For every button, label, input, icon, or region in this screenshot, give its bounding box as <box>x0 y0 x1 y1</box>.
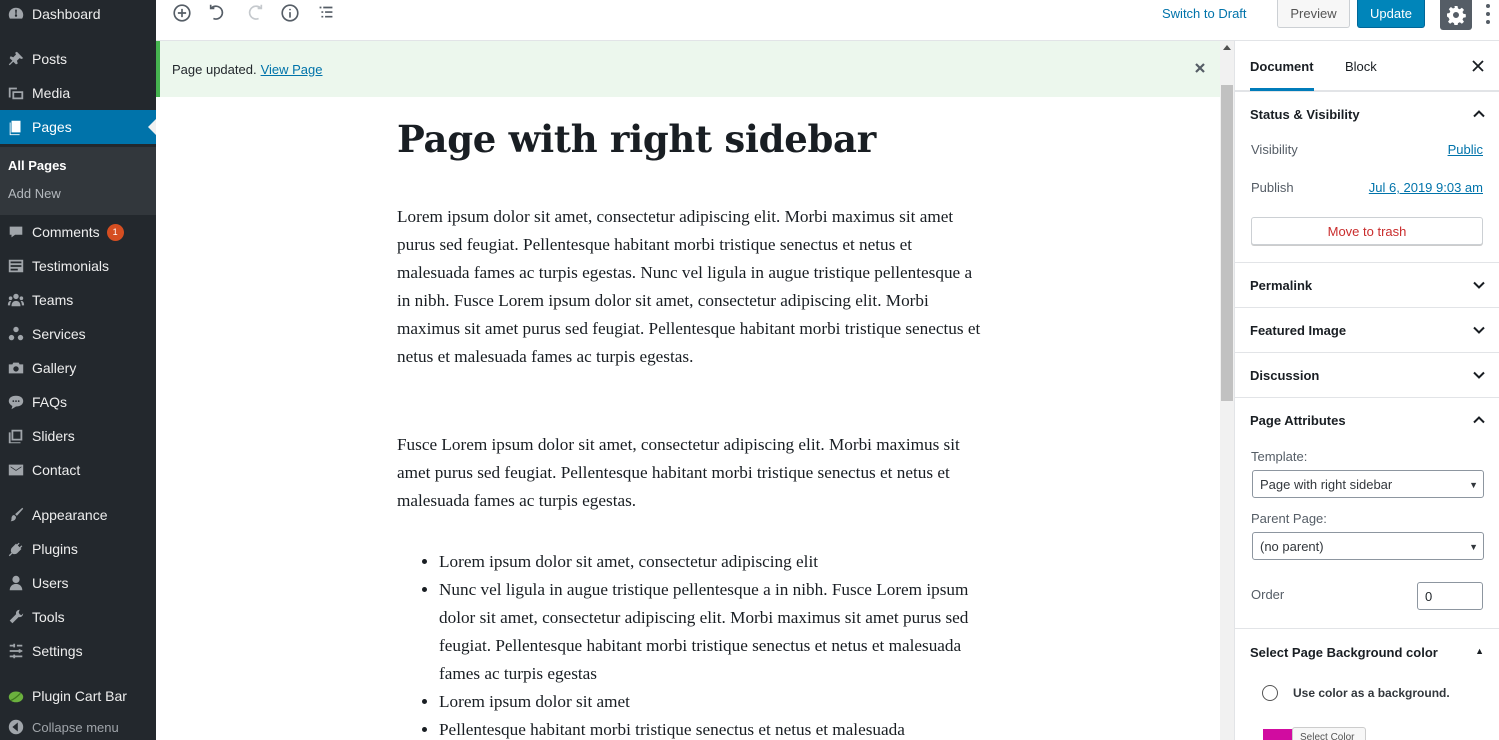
media-icon <box>5 83 27 103</box>
template-value: Page with right sidebar <box>1260 476 1393 492</box>
preview-button[interactable]: Preview <box>1277 0 1350 28</box>
triangle-up-icon: ▲ <box>1475 646 1484 656</box>
panel-permalink[interactable] <box>1235 262 1499 307</box>
paragraph-block[interactable]: Fusce Lorem ipsum dolor sit amet, consectetur adipiscing elit. Morbi maximus sit amet purus sed feugiat. Pellentesque habitant morbi tristique senectus et netus et malesuada fames ac turpis egestas. <box>397 435 960 510</box>
user-icon <box>5 573 27 593</box>
order-label: Order <box>1251 587 1285 602</box>
menu-item-gallery[interactable] <box>0 351 156 385</box>
comment-icon <box>5 222 27 242</box>
parent-page-select[interactable] <box>1252 532 1484 560</box>
camera-icon <box>5 358 27 378</box>
menu-item-comments[interactable] <box>0 215 156 249</box>
panel-title: Featured Image <box>1250 322 1347 338</box>
menu-item-contact[interactable] <box>0 453 156 487</box>
order-input[interactable]: 0 <box>1417 582 1483 610</box>
editor-scrollbar[interactable] <box>1220 41 1234 740</box>
menu-label: Services <box>32 326 86 342</box>
menu-label: Gallery <box>32 360 77 376</box>
template-label: Template: <box>1251 449 1308 464</box>
panel-status-visibility[interactable] <box>1235 91 1499 136</box>
close-icon[interactable] <box>1471 59 1485 73</box>
switch-to-draft-link[interactable]: Switch to Draft <box>1162 6 1247 21</box>
menu-item-posts[interactable] <box>0 42 156 76</box>
menu-label: FAQs <box>32 394 68 410</box>
admin-menu <box>0 0 156 740</box>
submenu-add-new[interactable]: Add New <box>8 186 61 201</box>
post-title[interactable]: Page with right sidebar <box>397 117 876 161</box>
publish-date-link[interactable]: Jul 6, 2019 9:03 am <box>1368 180 1483 195</box>
list-item: • Nunc vel ligula in augue tristique pellentesque a in nibh. Fusce Lorem ipsum dolor sit amet, consectetur adipiscing elit. Morbi maximus sit amet purus sed feugiat. Pellentesque habitant morbi tristique senectus et netus et malesuada fames ac turpis egestas <box>439 576 999 688</box>
menu-label: Sliders <box>32 428 75 444</box>
menu-label: Plugins <box>32 541 78 557</box>
sidebar-tabs <box>1235 41 1499 91</box>
scrollbar-thumb[interactable] <box>1221 85 1233 401</box>
collapse-menu-button[interactable] <box>5 718 119 736</box>
menu-item-plugins[interactable] <box>0 532 156 566</box>
panel-title: Permalink <box>1250 277 1313 293</box>
list-item: • Lorem ipsum dolor sit amet <box>439 688 999 716</box>
gear-icon <box>1446 5 1466 25</box>
menu-label: Users <box>32 575 69 591</box>
pages-icon <box>5 117 27 137</box>
panel-discussion[interactable] <box>1235 352 1499 397</box>
comment-count-badge: 1 <box>107 224 124 241</box>
panel-title: Page Attributes <box>1250 412 1346 428</box>
menu-label: Tools <box>32 609 65 625</box>
visibility-label: Visibility <box>1251 142 1298 157</box>
collapse-icon <box>5 718 27 736</box>
redo-icon[interactable] <box>242 1 266 25</box>
pages-submenu <box>0 147 156 215</box>
menu-label: Appearance <box>32 507 108 523</box>
menu-item-teams[interactable] <box>0 283 156 317</box>
info-icon[interactable] <box>278 1 302 25</box>
panel-featured-image[interactable] <box>1235 307 1499 352</box>
brush-icon <box>5 505 27 525</box>
menu-label: Contact <box>32 462 81 478</box>
menu-item-dashboard[interactable] <box>0 0 156 31</box>
dashboard-icon <box>5 4 27 24</box>
collapse-label: Collapse menu <box>32 719 119 735</box>
editor-toolbar <box>156 0 1499 41</box>
list-item: • Lorem ipsum dolor sit amet, consectetur adipiscing elit <box>439 548 999 576</box>
use-color-radio[interactable] <box>1262 685 1278 701</box>
chevron-up-icon <box>1472 107 1486 121</box>
services-icon <box>5 324 27 344</box>
scroll-up-arrow[interactable] <box>1223 45 1231 50</box>
panel-title: Discussion <box>1250 367 1320 383</box>
menu-item-faqs[interactable] <box>0 385 156 419</box>
template-select[interactable] <box>1252 470 1484 498</box>
panel-background-color[interactable] <box>1235 628 1499 676</box>
menu-item-appearance[interactable] <box>0 498 156 532</box>
chevron-down-icon <box>1472 278 1486 292</box>
plug-icon <box>5 539 27 559</box>
menu-item-pages[interactable] <box>0 110 156 144</box>
menu-item-plugin-cart-bar[interactable] <box>0 679 156 713</box>
menu-label: Teams <box>32 292 74 308</box>
panel-title: Status & Visibility <box>1250 106 1360 122</box>
leaf-icon <box>5 686 27 706</box>
publish-label: Publish <box>1251 180 1294 195</box>
menu-label: Media <box>32 85 71 101</box>
menu-item-sliders[interactable] <box>0 419 156 453</box>
select-arrow-icon: ▼ <box>1469 542 1478 552</box>
outline-icon[interactable] <box>314 1 338 25</box>
menu-item-users[interactable] <box>0 566 156 600</box>
tab-block[interactable]: Block <box>1345 58 1377 74</box>
chevron-up-icon <box>1472 413 1486 427</box>
menu-label: Dashboard <box>32 6 101 22</box>
add-block-icon[interactable] <box>170 1 194 25</box>
move-to-trash-button[interactable]: Move to trash <box>1251 217 1483 245</box>
wrench-icon <box>5 607 27 627</box>
menu-label: Plugin Cart Bar <box>32 688 127 704</box>
groups-icon <box>5 290 27 310</box>
select-color-button[interactable]: Select Color <box>1292 727 1366 740</box>
update-button[interactable]: Update <box>1357 0 1425 28</box>
tab-document[interactable]: Document <box>1250 41 1314 91</box>
slides-icon <box>5 426 27 446</box>
submenu-all-pages[interactable]: All Pages <box>8 158 67 173</box>
chevron-down-icon <box>1472 368 1486 382</box>
testimonial-icon <box>5 256 27 276</box>
menu-item-settings[interactable] <box>0 634 156 668</box>
parent-page-value: (no parent) <box>1260 538 1324 554</box>
chevron-down-icon <box>1472 323 1486 337</box>
parent-page-label: Parent Page: <box>1251 511 1327 526</box>
paragraph-block[interactable]: Lorem ipsum dolor sit amet, consectetur adipiscing elit. Morbi maximus sit amet purus sed feugiat. Pellentesque habitant morbi tristique senectus et netus et malesuada fames ac turpis egestas. Nunc vel ligula in augue tristique pellentesque a in nibh. Fusce Lorem ipsum dolor sit amet, consectetur adipiscing elit. Morbi maximus sit amet purus sed feugiat. Pellentesque habitant morbi tristique senectus et netus et malesuada fames ac turpis egestas. <box>397 207 981 366</box>
close-icon[interactable] <box>1192 60 1208 76</box>
menu-item-testimonials[interactable] <box>0 249 156 283</box>
color-swatch <box>1263 729 1293 740</box>
editor-canvas <box>156 41 1220 740</box>
list-block[interactable] <box>439 548 999 740</box>
menu-label: Posts <box>32 51 68 67</box>
menu-item-tools[interactable] <box>0 600 156 634</box>
menu-label: Settings <box>32 643 83 659</box>
view-page-link[interactable]: View Page <box>260 61 323 77</box>
settings-toggle-button[interactable] <box>1440 0 1472 30</box>
visibility-link[interactable]: Public <box>1447 142 1483 157</box>
list-item: • Pellentesque habitant morbi tristique senectus et netus et malesuada <box>439 716 999 740</box>
faq-icon <box>5 392 27 412</box>
menu-item-media[interactable] <box>0 76 156 110</box>
panel-page-attributes[interactable] <box>1235 397 1499 442</box>
more-menu-button[interactable] <box>1482 2 1494 26</box>
use-color-label: Use color as a background. <box>1293 686 1450 700</box>
email-icon <box>5 460 27 480</box>
menu-label: Testimonials <box>32 258 110 274</box>
menu-item-services[interactable] <box>0 317 156 351</box>
select-arrow-icon: ▼ <box>1469 480 1478 490</box>
settings-icon <box>5 641 27 661</box>
menu-label: Comments <box>32 224 100 240</box>
settings-sidebar <box>1234 41 1499 740</box>
notice-text: Page updated. <box>172 61 257 77</box>
update-notice <box>156 41 1220 97</box>
pin-icon <box>5 49 27 69</box>
panel-title: Select Page Background color <box>1250 645 1438 660</box>
menu-label: Pages <box>32 119 72 135</box>
undo-icon[interactable] <box>206 1 230 25</box>
